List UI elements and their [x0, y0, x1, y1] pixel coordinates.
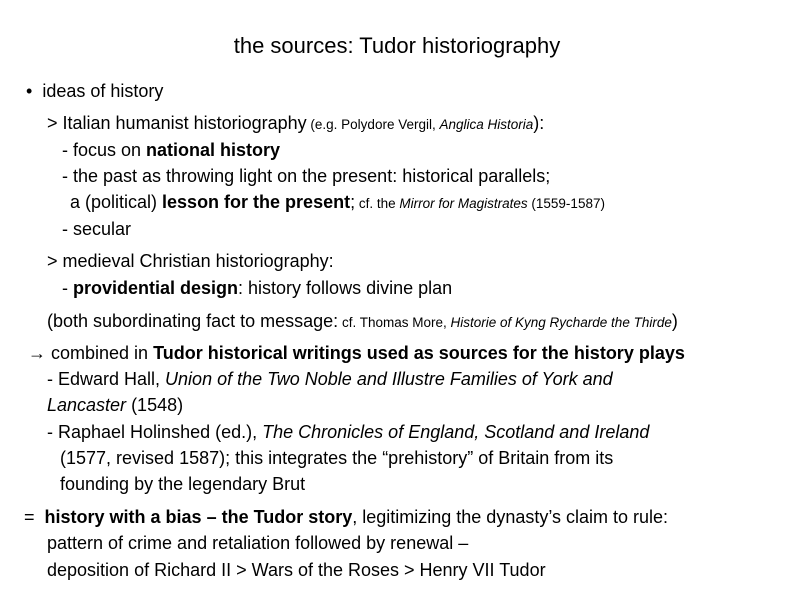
- combined-bold: Tudor historical writings used as sources for the history plays: [153, 343, 685, 363]
- holinshed-line-2: (1577, revised 1587); this integrates the “prehistory” of Britain from its: [60, 448, 614, 468]
- focus-line: [62, 139, 280, 162]
- medieval-line: > medieval Christian historiography:: [47, 251, 334, 271]
- both-subordinating-line: [47, 310, 678, 334]
- italian-eg-pre: (e.g. Polydore Vergil,: [306, 117, 440, 132]
- historie-of-kyng-rycharde-title: Historie of Kyng Rycharde the Thirde: [450, 315, 672, 330]
- slide-title: the sources: Tudor historiography: [233, 33, 561, 58]
- equals-sign: =: [24, 507, 35, 527]
- hall-line-2: [47, 394, 183, 417]
- focus-bold: national history: [146, 140, 281, 160]
- arrow-icon: →: [28, 343, 46, 363]
- lesson-line: [70, 191, 605, 215]
- combined-pre: combined in: [46, 343, 154, 363]
- both-post: ): [671, 311, 678, 331]
- bullet-ideas-of-history: [26, 80, 163, 103]
- providential-bold: providential design: [73, 278, 239, 298]
- past-line: - the past as throwing light on the present: historical parallels;: [62, 166, 551, 186]
- both-cf-pre: cf. Thomas More,: [338, 315, 451, 330]
- bias-line: [24, 506, 668, 529]
- bullet-dot: •: [26, 81, 33, 101]
- hall-pre: - Edward Hall,: [47, 369, 166, 389]
- hall-line-1: [47, 368, 613, 391]
- hall-title-part-2: Lancaster: [47, 395, 127, 415]
- lesson-pre: a (political): [70, 192, 163, 212]
- focus-pre: - focus on: [62, 140, 147, 160]
- holinshed-title: The Chronicles of England, Scotland and Ireland: [262, 422, 650, 442]
- bias-line-2: pattern of crime and retaliation followed by renewal –: [47, 533, 469, 553]
- bias-post: , legitimizing the dynasty’s claim to rule:: [352, 507, 669, 527]
- anglica-historia-title: Anglica Historia: [439, 117, 534, 132]
- lesson-bold: lesson for the present: [162, 192, 351, 212]
- combined-line: [28, 342, 685, 365]
- bullet-label: ideas of history: [42, 81, 164, 101]
- lesson-mid: ;: [350, 192, 356, 212]
- italian-humanist-line: [47, 112, 544, 136]
- hall-post: (1548): [126, 395, 184, 415]
- bias-bold: history with a bias – the Tudor story: [44, 507, 353, 527]
- providential-post: : history follows divine plan: [238, 278, 453, 298]
- secular-line: - secular: [62, 219, 132, 239]
- both-pre: (both subordinating fact to message:: [47, 311, 339, 331]
- hall-title-part-1: Union of the Two Noble and Illustre Families of York and: [165, 369, 613, 389]
- italian-main: > Italian humanist historiography: [47, 113, 307, 133]
- lesson-cf-pre: cf. the: [355, 196, 400, 211]
- italian-eg-post: ):: [533, 113, 545, 133]
- holinshed-line-3: founding by the legendary Brut: [60, 474, 306, 494]
- bias-line-3: deposition of Richard II > Wars of the Roses > Henry VII Tudor: [47, 560, 546, 580]
- lesson-cf-post: (1559-1587): [527, 196, 605, 211]
- providential-line: [62, 277, 452, 300]
- mirror-for-magistrates-title: Mirror for Magistrates: [399, 196, 528, 211]
- holinshed-pre: - Raphael Holinshed (ed.),: [47, 422, 263, 442]
- providential-pre: -: [62, 278, 73, 298]
- holinshed-line-1: [47, 421, 649, 444]
